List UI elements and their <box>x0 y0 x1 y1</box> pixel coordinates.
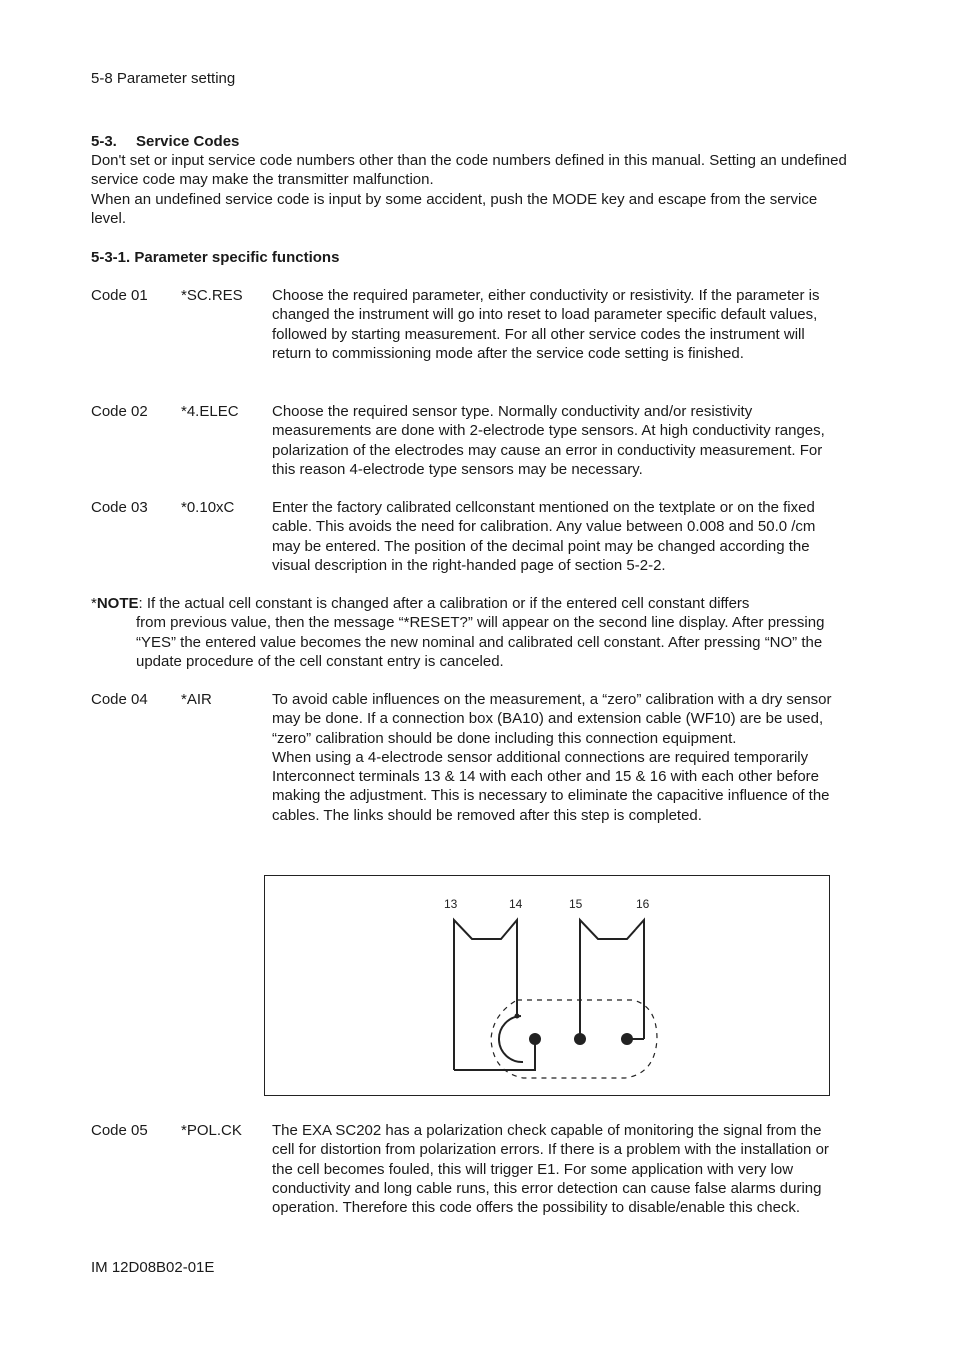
note-label: NOTE <box>96 595 139 612</box>
code-04-description <box>272 690 842 825</box>
connector-13-14-outline <box>454 920 517 1070</box>
electrode-13-dot <box>529 1033 541 1045</box>
code-04-description-part-1: To avoid cable influences on the measurement, a “zero” calibration with a dry sensor may be done. If a connection box (BA10) and extension cable (WF10) are be used, “zero” calibration should be done including this connection equipment. <box>272 691 832 747</box>
page-footer: IM 12D08B02-01E <box>91 1259 215 1276</box>
section-paragraph-2: When an undefined service code is input by some accident, push the MODE key and escape from the service level. <box>91 191 818 228</box>
note-continuation: from previous value, then the message “*RESET?” will appear on the second line display. After pressing “YES” the entered value becomes the new nominal and calibrated cell constant. After pressing “NO” the update procedure of the cell constant entry is canceled. <box>136 614 825 670</box>
code-04-label: Code 04 <box>91 691 148 708</box>
terminal-13-label: 13 <box>444 897 458 911</box>
connector-15-16-outline <box>580 920 644 1039</box>
code-05-param: *POL.CK <box>181 1122 242 1139</box>
note-prefix: * <box>91 595 97 612</box>
wiring-diagram-svg <box>265 876 831 1097</box>
code-03-param: *0.10xC <box>181 499 235 516</box>
electrode-14-junction <box>515 1014 520 1019</box>
code-02-label: Code 02 <box>91 403 148 420</box>
code-01-param: *SC.RES <box>181 287 243 304</box>
code-01-description: Choose the required parameter, either conductivity or resistivity. If the parameter is changed the instrument will go into reset to load parameter specific default values, followed by starting measurement. For all other service codes the instrument will return to commissioning mode after the service code setting is finished. <box>272 287 820 362</box>
code-05-description: The EXA SC202 has a polarization check capable of monitoring the signal from the cell for distortion from polarization errors. If there is a problem with the installation or the cell becomes fouled, this will trigger E1. For some application with very low conductivity and long cable runs, this error detection can cause false alarms during operation. Therefore this code offers the possibility to disable/enable this check. <box>272 1122 829 1217</box>
code-02-description: Choose the required sensor type. Normally conductivity and/or resistivity measurements are done with 2-electrode type sensors. At high conductivity ranges, polarization of the electrodes may cause an error in conductivity measurement. For this reason 4-electrode type sensors may be necessary. <box>272 403 825 478</box>
section-paragraph-1: Don't set or input service code numbers other than the code numbers defined in this manual. Setting an undefined service code may make the transmitter malfunction. <box>91 152 847 189</box>
page-header: 5-8 Parameter setting <box>91 70 236 87</box>
code-03-label: Code 03 <box>91 499 148 516</box>
code-02-param: *4.ELEC <box>181 403 239 420</box>
terminal-wiring-diagram <box>264 875 830 1096</box>
electrode-14-arc <box>499 1016 523 1062</box>
code-04-description-part-2: When using a 4-electrode sensor additional connections are required temporarily Interconnect terminals 13 & 14 with each other and 15 & 16 with each other before making the adjustment. This is necessary to eliminate the capacitive influence of the cables. The links should be removed after this step is completed. <box>272 748 830 824</box>
section-title <box>91 132 239 151</box>
note-line-1: : If the actual cell constant is changed after a calibration or if the entered cell constant differs <box>138 595 750 612</box>
code-04-param: *AIR <box>181 691 212 708</box>
note-block <box>91 594 851 671</box>
terminal-16-label: 16 <box>636 897 650 911</box>
electrode-15-dot <box>574 1033 586 1045</box>
code-05-label: Code 05 <box>91 1122 148 1139</box>
section-number: 5-3. <box>91 133 117 150</box>
code-03-description: Enter the factory calibrated cellconstant mentioned on the textplate or on the fixed cable. This avoids the need for calibration. Any value between 0.008 and 50.0 /cm may be entered. The position of the decimal point may be changed according the visual description in the right-handed page of section 5-2-2. <box>272 499 816 574</box>
code-01-label: Code 01 <box>91 287 148 304</box>
section-title-text: Service Codes <box>136 133 240 150</box>
terminal-15-label: 15 <box>569 897 583 911</box>
subsection-title: 5-3-1. Parameter specific functions <box>91 249 340 266</box>
terminal-14-label: 14 <box>509 897 523 911</box>
